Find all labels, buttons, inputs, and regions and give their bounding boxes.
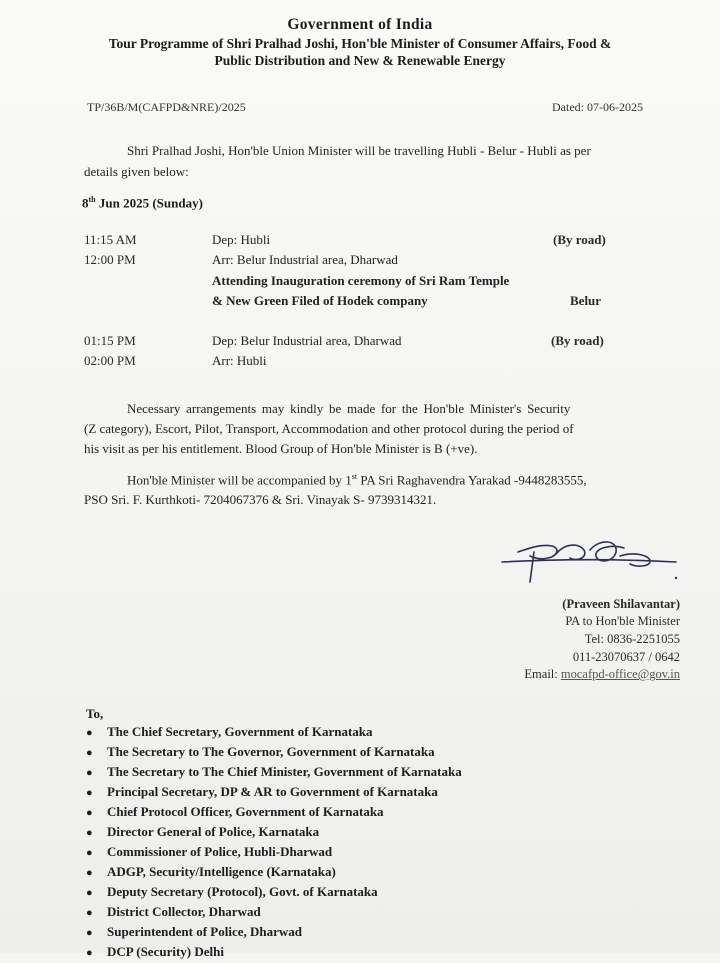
- arrangements-line3: his visit as per his entitlement. Blood Group of Hon'ble Minister is B (+ve).: [84, 441, 478, 456]
- bullet-icon: ●: [86, 927, 93, 939]
- date-rest: Jun 2025 (Sunday): [95, 195, 203, 211]
- list-item: [86, 902, 462, 922]
- intro-line2: details given below:: [84, 164, 189, 179]
- date-suffix: th: [88, 195, 96, 204]
- reference-number: TP/36B/M(CAFPD&NRE)/2025: [87, 100, 246, 114]
- accompany-line1: [127, 472, 587, 488]
- recipient-name: The Secretary to The Chief Minister, Government of Karnataka: [107, 764, 462, 779]
- recipient-name: The Secretary to The Governor, Government of Karnataka: [107, 744, 435, 759]
- list-item: [86, 742, 462, 762]
- list-item: [86, 802, 462, 822]
- schedule-event-2: Arr: Belur Industrial area, Dharwad: [212, 252, 398, 267]
- schedule-event-3: Attending Inauguration ceremony of Sri Ram Temple: [212, 273, 510, 288]
- recipient-name: DCP (Security) Delhi: [107, 944, 224, 959]
- list-item: [86, 822, 462, 842]
- bullet-icon: ●: [86, 847, 93, 859]
- list-item: [86, 722, 462, 742]
- schedule-time-6: 02:00 PM: [84, 353, 136, 368]
- bullet-icon: ●: [86, 727, 93, 739]
- bullet-icon: ●: [86, 767, 93, 779]
- date-day: 8: [82, 195, 89, 211]
- bullet-icon: ●: [86, 787, 93, 799]
- bullet-icon: ●: [86, 747, 93, 759]
- signatory-name: (Praveen Shilavantar): [562, 597, 680, 611]
- bullet-icon: ●: [86, 887, 93, 899]
- to-label: To,: [86, 706, 104, 721]
- recipient-name: Deputy Secretary (Protocol), Govt. of Karnataka: [107, 884, 378, 899]
- list-item: [86, 942, 462, 962]
- bullet-icon: ●: [86, 947, 93, 959]
- schedule-mode-5: (By road): [551, 333, 604, 348]
- accompany-line2: PSO Sri. F. Kurthkoti- 7204067376 & Sri. Vinayak S- 9739314321.: [84, 492, 437, 507]
- date-of-issue: Dated: 07-06-2025: [552, 100, 643, 114]
- list-item: [86, 842, 462, 862]
- accompany-line1-a: Hon'ble Minister will be accompanied by 1: [127, 472, 352, 488]
- tour-date-heading: [82, 195, 203, 211]
- intro-line1: Shri Pralhad Joshi, Hon'ble Union Minister will be travelling Hubli - Belur - Hubli as per: [127, 143, 591, 158]
- handwritten-signature: [500, 530, 680, 590]
- list-item: [86, 922, 462, 942]
- schedule-time-5: 01:15 PM: [84, 333, 136, 348]
- signatory-title: PA to Hon'ble Minister: [565, 614, 680, 628]
- accompany-line1-sup: st: [351, 472, 358, 481]
- schedule-event-6: Arr: Hubli: [212, 353, 267, 368]
- recipient-name: Superintendent of Police, Dharwad: [107, 924, 302, 939]
- bullet-icon: ●: [86, 827, 93, 839]
- recipient-name: Chief Protocol Officer, Government of Karnataka: [107, 804, 384, 819]
- schedule-mode-1: (By road): [553, 232, 606, 247]
- list-item: [86, 762, 462, 782]
- accompany-line1-b: PA Sri Raghavendra Yarakad -9448283555,: [357, 472, 587, 488]
- recipient-name: Director General of Police, Karnataka: [107, 824, 320, 839]
- arrangements-line1: Necessary arrangements may kindly be made for the Hon'ble Minister's Security: [127, 401, 571, 416]
- bullet-icon: ●: [86, 907, 93, 919]
- list-item: [86, 882, 462, 902]
- schedule-event-4: & New Green Filed of Hodek company: [212, 293, 428, 308]
- schedule-event-5: Dep: Belur Industrial area, Dharwad: [212, 333, 402, 348]
- schedule-event-1: Dep: Hubli: [212, 232, 271, 247]
- schedule-place-4: Belur: [570, 293, 602, 308]
- header-title: Government of India: [287, 16, 433, 33]
- recipient-name: Commissioner of Police, Hubli-Dharwad: [107, 844, 333, 859]
- arrangements-line2: (Z category), Escort, Pilot, Transport, Accommodation and other protocol during the period of: [84, 421, 574, 436]
- email-link[interactable]: mocafpd-office@gov.in: [560, 667, 680, 681]
- list-item: [86, 862, 462, 882]
- schedule-time-2: 12:00 PM: [84, 252, 136, 267]
- bullet-icon: ●: [86, 807, 93, 819]
- signatory-tel2: 011-23070637 / 0642: [572, 650, 680, 664]
- signatory-tel: Tel: 0836-2251055: [584, 632, 680, 646]
- bullet-icon: ●: [86, 867, 93, 879]
- recipient-name: The Chief Secretary, Government of Karnataka: [107, 724, 373, 739]
- signatory-email: [460, 667, 680, 682]
- recipient-name: District Collector, Dharwad: [107, 904, 261, 919]
- schedule-time-1: 11:15 AM: [84, 232, 137, 247]
- header-subtitle-line2: Public Distribution and New & Renewable Energy: [214, 53, 506, 68]
- recipient-list: [86, 722, 462, 962]
- recipient-name: Principal Secretary, DP & AR to Government of Karnataka: [107, 784, 438, 799]
- email-label: Email:: [524, 667, 561, 681]
- list-item: [86, 782, 462, 802]
- recipient-name: ADGP, Security/Intelligence (Karnataka): [107, 864, 336, 879]
- header-subtitle-line1: Tour Programme of Shri Pralhad Joshi, Hon'ble Minister of Consumer Affairs, Food &: [108, 36, 612, 51]
